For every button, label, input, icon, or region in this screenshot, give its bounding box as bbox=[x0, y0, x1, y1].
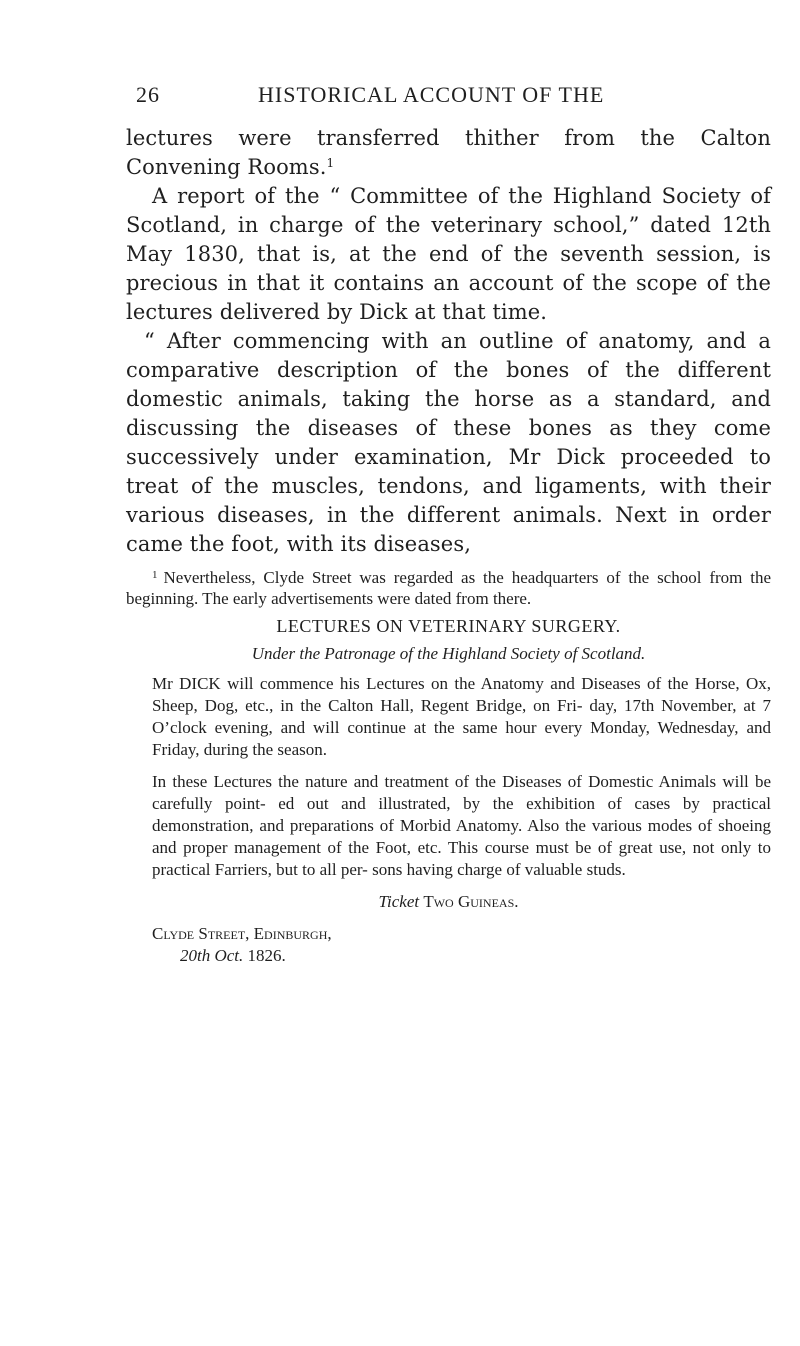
footnote bbox=[126, 567, 771, 609]
page-number: 26 bbox=[136, 82, 160, 107]
paragraph-quotation: “ After commencing with an outline of anatomy, and a comparative description of the bones of the different domestic animals, taking the horse as a standard, and discussing the diseases of these bones as they come successively under examination, Mr Dick proceeded to treat of the muscles, tendons, and ligaments, with their various diseases, in the different animals. Next in order came the foot, with its diseases, bbox=[126, 329, 771, 556]
paragraph-continued bbox=[126, 124, 771, 182]
ticket-label: Ticket bbox=[378, 892, 420, 911]
ticket-price: Two Guineas. bbox=[423, 892, 519, 911]
advert-title: LECTURES ON VETERINARY SURGERY. bbox=[276, 616, 621, 636]
book-page bbox=[126, 78, 771, 967]
footnote-reference: 1 bbox=[326, 156, 335, 170]
advert-ticket bbox=[126, 891, 771, 913]
paragraph-report: A report of the “ Committee of the Highland Society of Scotland, in charge of the veterinary school,” dated 12th May 1830, that is, at the end of the seventh session, is precious in that it contains an account of the scope of the lectures delivered by Dick at that time. bbox=[126, 184, 771, 324]
advert-announcement: Mr DICK will commence his Lectures on the Anatomy and Diseases of the Horse, Ox, Sheep, Dog, etc., in the Calton Hall, Regent Bridge, on Fri- day, 17th November, at 7 O’clock evening, and will continue at the same hour every Monday, Wednesday, and Friday, during the season. bbox=[152, 674, 771, 759]
advert-date bbox=[126, 945, 771, 967]
footnote-text-block bbox=[126, 567, 771, 609]
advertisement bbox=[126, 615, 771, 967]
advert-description: In these Lectures the nature and treatment of the Diseases of Domestic Animals will be carefully point- ed out and illustrated, by the exhibition of cases by practical demonstration, and preparations of Morbid Anatomy. Also the various modes of shoeing and proper management of the Foot, etc. This course must be of great use, not only to practical Farriers, but to all per- sons having charge of valuable studs. bbox=[152, 772, 771, 879]
main-text bbox=[126, 124, 771, 559]
footnote-text: Nevertheless, Clyde Street was regarded as the headquarters of the school from the beginning. The early advertisements were dated from there. bbox=[126, 568, 771, 608]
advert-date-day: 20th Oct. bbox=[180, 946, 244, 965]
running-head: HISTORICAL ACCOUNT OF THE bbox=[258, 82, 605, 107]
advert-address: Clyde Street, Edinburgh, bbox=[152, 924, 332, 943]
page-header bbox=[126, 78, 771, 118]
advert-date-year: 1826. bbox=[247, 946, 286, 965]
advert-subtitle: Under the Patronage of the Highland Society of Scotland. bbox=[251, 644, 646, 663]
footnote-marker: 1 bbox=[152, 569, 158, 581]
paragraph-text: lectures were transferred thither from the Calton Convening Rooms. bbox=[126, 126, 771, 179]
